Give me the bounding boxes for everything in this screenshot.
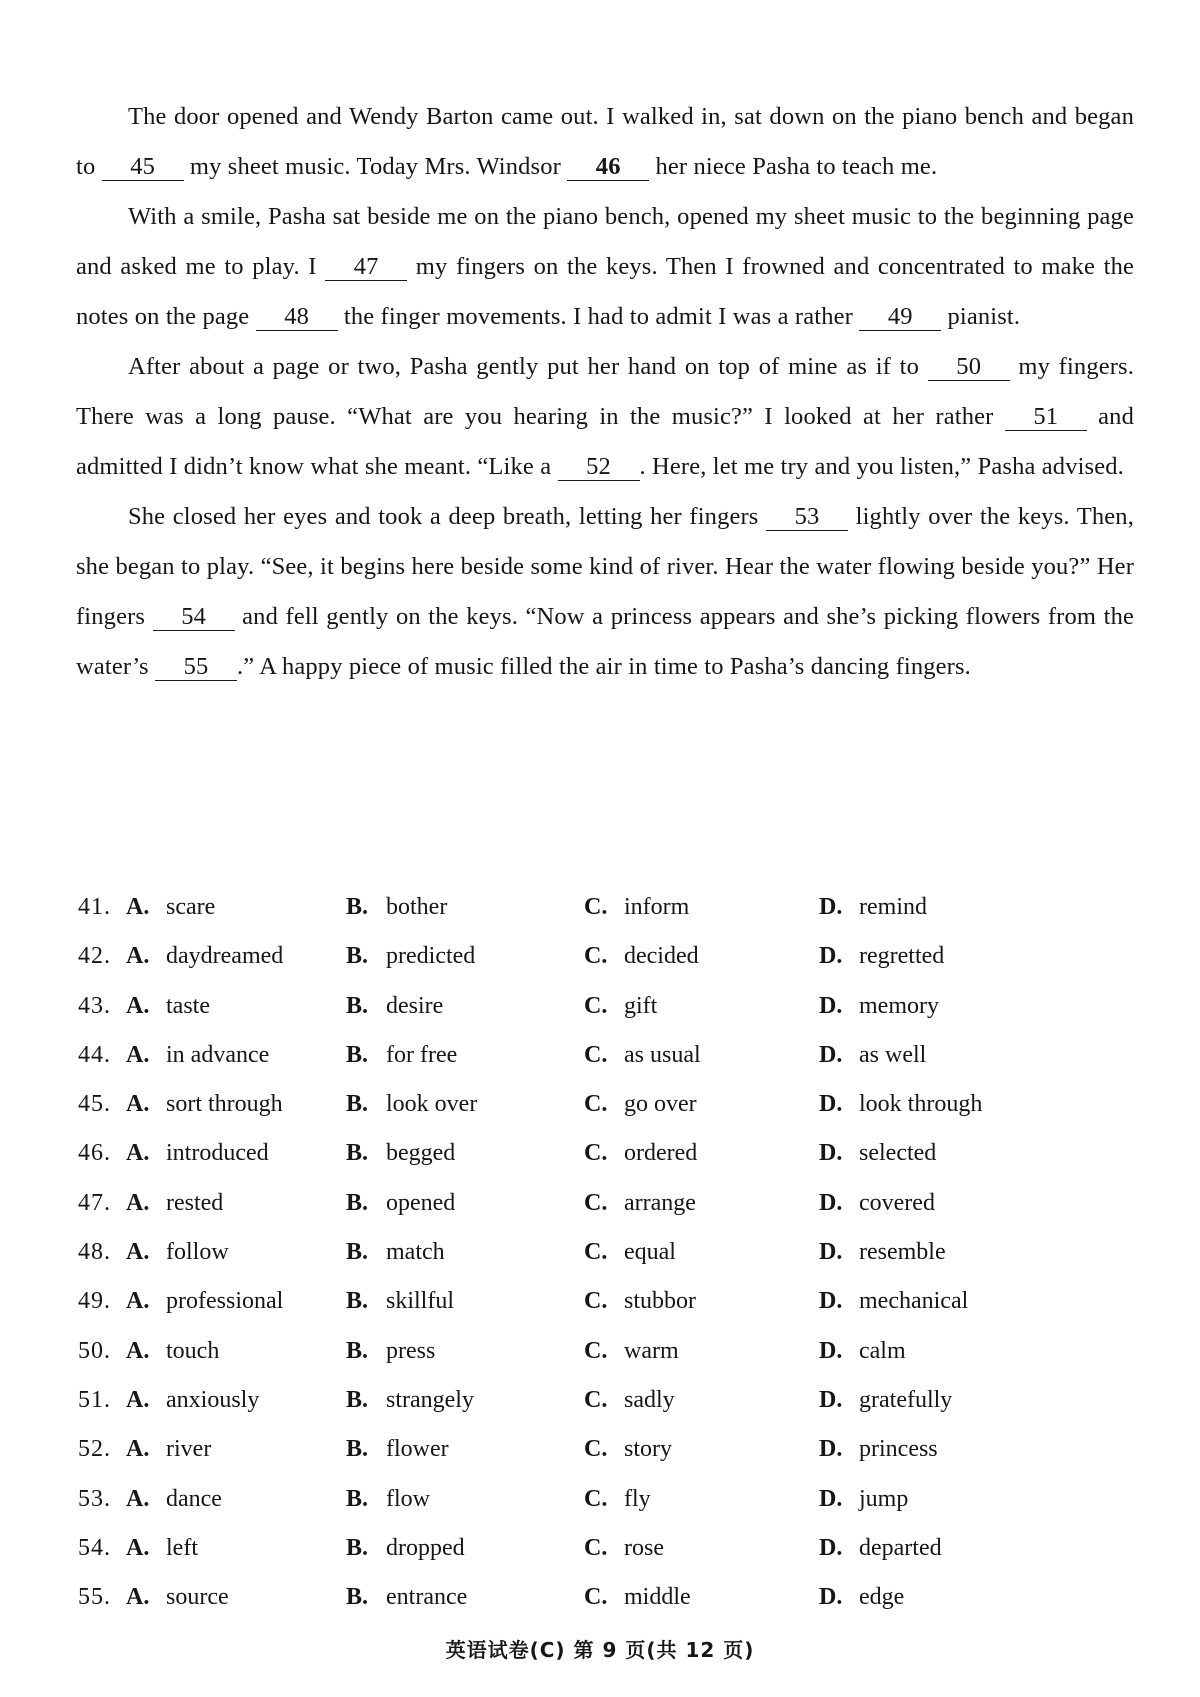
option-text: daydreamed — [166, 943, 284, 970]
option-letter: A. — [126, 1091, 150, 1118]
option-c — [584, 989, 657, 1023]
option-text: left — [166, 1534, 198, 1561]
option-c — [584, 1186, 696, 1220]
option-text: rested — [166, 1189, 224, 1216]
blank-55: 55 — [155, 654, 237, 681]
option-text: inform — [624, 894, 690, 920]
option-letter: C. — [584, 943, 608, 970]
option-c — [584, 1235, 676, 1269]
question-number: 52. — [78, 1436, 111, 1463]
passage-paragraph-3 — [76, 342, 1134, 492]
paragraph-text: After about a page or two, Pasha gently put her hand on top of mine as if to — [128, 353, 928, 380]
paragraph-text: She closed her eyes and took a deep breath, letting her fingers — [128, 503, 767, 530]
blank-49: 49 — [859, 304, 941, 331]
paragraph-text: . Here, let me try and you listen,” Pasha advised. — [639, 453, 1124, 480]
option-letter: B. — [346, 1288, 369, 1315]
question-number: 49. — [78, 1288, 111, 1315]
question-number: 50. — [78, 1337, 111, 1364]
paragraph-text: the finger movements. I had to admit I was a rather — [337, 303, 860, 330]
blank-51: 51 — [1005, 404, 1087, 431]
option-letter: C. — [584, 1288, 608, 1315]
option-a — [126, 1383, 259, 1417]
question-number: 46. — [78, 1140, 111, 1167]
option-text: middle — [624, 1584, 691, 1611]
option-b — [346, 1087, 477, 1121]
option-text: rose — [624, 1534, 664, 1561]
option-text: selected — [859, 1140, 937, 1167]
option-letter: A. — [126, 943, 150, 970]
question-row — [78, 1482, 1138, 1531]
question-row — [78, 1186, 1138, 1235]
option-letter: B. — [346, 1041, 369, 1068]
option-letter: A. — [126, 1239, 150, 1266]
option-letter: A. — [126, 1337, 150, 1364]
question-number: 48. — [78, 1239, 111, 1266]
option-letter: B. — [346, 1189, 369, 1216]
option-a — [126, 890, 215, 924]
option-letter: D. — [819, 1189, 843, 1216]
option-text: match — [386, 1239, 445, 1266]
option-letter: B. — [346, 1140, 369, 1167]
blank-46: 46 — [567, 154, 649, 181]
option-letter: D. — [819, 943, 843, 970]
option-text: look over — [386, 1091, 478, 1118]
option-letter: D. — [819, 1436, 843, 1463]
option-letter: C. — [584, 1140, 608, 1167]
option-b — [346, 1186, 455, 1220]
option-text: regretted — [859, 943, 945, 970]
option-d — [819, 1038, 926, 1072]
question-number: 51. — [78, 1386, 111, 1413]
option-letter: A. — [126, 1140, 150, 1167]
option-b — [346, 1038, 457, 1072]
option-text: covered — [859, 1189, 935, 1216]
option-letter: C. — [584, 1041, 608, 1068]
option-letter: B. — [346, 992, 369, 1019]
option-text: touch — [166, 1337, 220, 1364]
question-row — [78, 1038, 1138, 1087]
option-letter: C. — [584, 1091, 608, 1118]
blank-45: 45 — [102, 154, 184, 181]
option-text: for free — [386, 1041, 458, 1068]
paragraph-text: With a smile, Pasha sat beside me on the piano bench, opened my sheet music to the beginning page and asked me to play. I — [76, 203, 1134, 280]
option-d — [819, 1531, 942, 1565]
option-letter: D. — [819, 1386, 843, 1413]
option-text: flow — [386, 1485, 430, 1512]
option-text: entrance — [386, 1584, 468, 1611]
passage-paragraph-4 — [76, 492, 1134, 692]
option-text: departed — [859, 1534, 942, 1561]
option-text: remind — [859, 894, 927, 920]
question-row — [78, 890, 1138, 939]
option-c — [584, 1383, 675, 1417]
option-d — [819, 1482, 908, 1516]
option-letter: C. — [584, 1386, 608, 1413]
question-row — [78, 939, 1138, 988]
option-letter: A. — [126, 1584, 150, 1611]
option-text: taste — [166, 992, 210, 1019]
option-text: predicted — [386, 943, 476, 970]
option-text: go over — [624, 1091, 697, 1118]
option-c — [584, 890, 689, 924]
option-letter: A. — [126, 1436, 150, 1463]
option-a — [126, 1087, 283, 1121]
paragraph-text: my fingers on the keys. Then I frowned and concentrated to make the notes on the page — [76, 253, 1134, 330]
option-d — [819, 989, 939, 1023]
option-letter: D. — [819, 1534, 843, 1561]
paragraph-text: her niece Pasha to teach me. — [649, 153, 938, 180]
option-text: equal — [624, 1239, 676, 1266]
option-b — [346, 939, 475, 973]
option-letter: C. — [584, 1337, 608, 1364]
option-a — [126, 1580, 229, 1614]
option-letter: B. — [346, 1436, 369, 1463]
option-letter: C. — [584, 894, 608, 920]
option-b — [346, 1136, 455, 1170]
option-letter: C. — [584, 1485, 608, 1512]
question-number: 44. — [78, 1041, 111, 1068]
option-text: professional — [166, 1288, 284, 1315]
option-text: princess — [859, 1436, 938, 1463]
option-d — [819, 1580, 904, 1614]
option-d — [819, 1087, 982, 1121]
option-letter: C. — [584, 992, 608, 1019]
option-letter: C. — [584, 1534, 608, 1561]
option-text: gift — [624, 992, 658, 1019]
option-text: opened — [386, 1189, 456, 1216]
option-text: press — [386, 1337, 436, 1364]
option-letter: B. — [346, 1386, 369, 1413]
option-c — [584, 1136, 697, 1170]
option-a — [126, 1432, 211, 1466]
option-d — [819, 939, 944, 973]
question-number: 55. — [78, 1584, 111, 1611]
option-c — [584, 939, 699, 973]
option-letter: A. — [126, 1041, 150, 1068]
paragraph-text: and fell gently on the keys. “Now a princess appears and she’s picking flowers from the water’s — [76, 603, 1134, 680]
option-c — [584, 1531, 664, 1565]
option-b — [346, 989, 443, 1023]
option-letter: B. — [346, 894, 369, 920]
option-text: bother — [386, 894, 448, 920]
option-text: scare — [166, 894, 216, 920]
option-text: as usual — [624, 1041, 701, 1068]
passage-paragraph-1 — [76, 92, 1134, 192]
question-row — [78, 1087, 1138, 1136]
question-row — [78, 1383, 1138, 1432]
question-number: 41. — [78, 894, 111, 920]
option-text: dance — [166, 1485, 222, 1512]
option-text: warm — [624, 1337, 679, 1364]
question-number: 47. — [78, 1189, 111, 1216]
option-b — [346, 1383, 474, 1417]
option-b — [346, 1432, 449, 1466]
option-letter: D. — [819, 1584, 843, 1611]
option-text: resemble — [859, 1239, 946, 1266]
option-text: anxiously — [166, 1386, 260, 1413]
option-a — [126, 939, 283, 973]
option-text: jump — [859, 1485, 909, 1512]
option-letter: D. — [819, 1239, 843, 1266]
option-b — [346, 1334, 435, 1368]
question-row — [78, 1432, 1138, 1481]
option-c — [584, 1334, 679, 1368]
option-text: strangely — [386, 1386, 474, 1413]
option-a — [126, 1334, 219, 1368]
paragraph-text: pianist. — [941, 303, 1021, 330]
option-text: gratefully — [859, 1386, 953, 1413]
option-letter: B. — [346, 1534, 369, 1561]
question-number: 42. — [78, 943, 111, 970]
option-letter: D. — [819, 1288, 843, 1315]
option-d — [819, 1334, 906, 1368]
option-letter: D. — [819, 992, 843, 1019]
page-footer: 英语试卷(C) 第 9 页(共 12 页) — [445, 1638, 755, 1662]
question-number: 43. — [78, 992, 111, 1019]
question-row — [78, 989, 1138, 1038]
option-text: river — [166, 1436, 212, 1463]
option-text: mechanical — [859, 1288, 969, 1315]
option-b — [346, 890, 447, 924]
option-text: skillful — [386, 1288, 455, 1315]
option-c — [584, 1482, 651, 1516]
option-letter: C. — [584, 1584, 608, 1611]
option-letter: D. — [819, 1485, 843, 1512]
option-text: desire — [386, 992, 444, 1019]
option-letter: A. — [126, 1288, 150, 1315]
option-d — [819, 1186, 935, 1220]
option-text: stubbor — [624, 1288, 696, 1315]
option-letter: A. — [126, 992, 150, 1019]
option-a — [126, 1136, 269, 1170]
question-row — [78, 1235, 1138, 1284]
blank-48: 48 — [256, 304, 338, 331]
option-text: calm — [859, 1337, 906, 1364]
option-a — [126, 1186, 223, 1220]
question-number: 54. — [78, 1534, 111, 1561]
option-letter: A. — [126, 1386, 150, 1413]
paragraph-text: my fingers. There was a long pause. “What are you hearing in the music?” I looked at her rather — [76, 353, 1135, 430]
option-text: arrange — [624, 1189, 696, 1216]
option-letter: B. — [346, 1091, 369, 1118]
option-a — [126, 989, 210, 1023]
answer-options-list — [78, 890, 1138, 1629]
option-c — [584, 1038, 701, 1072]
option-c — [584, 1432, 672, 1466]
option-a — [126, 1038, 269, 1072]
option-d — [819, 1136, 936, 1170]
question-row — [78, 1284, 1138, 1333]
option-text: edge — [859, 1584, 905, 1611]
option-letter: C. — [584, 1189, 608, 1216]
option-text: memory — [859, 992, 939, 1019]
option-b — [346, 1580, 467, 1614]
option-d — [819, 890, 927, 924]
option-letter: B. — [346, 1337, 369, 1364]
option-b — [346, 1284, 454, 1318]
option-letter: A. — [126, 1189, 150, 1216]
option-letter: B. — [346, 1485, 369, 1512]
option-c — [584, 1284, 696, 1318]
option-letter: D. — [819, 1091, 843, 1118]
question-row — [78, 1334, 1138, 1383]
option-letter: B. — [346, 1584, 369, 1611]
option-b — [346, 1235, 445, 1269]
option-a — [126, 1284, 283, 1318]
option-letter: C. — [584, 1436, 608, 1463]
paragraph-text: .” A happy piece of music filled the air in time to Pasha’s dancing fingers. — [236, 653, 971, 680]
option-text: story — [624, 1436, 672, 1463]
option-d — [819, 1383, 952, 1417]
option-b — [346, 1531, 465, 1565]
blank-54: 54 — [153, 604, 235, 631]
blank-50: 50 — [928, 354, 1010, 381]
cloze-passage — [76, 92, 1134, 692]
paragraph-text: my sheet music. Today Mrs. Windsor — [183, 153, 568, 180]
option-text: flower — [386, 1436, 449, 1463]
option-d — [819, 1432, 938, 1466]
option-letter: A. — [126, 894, 150, 920]
option-letter: D. — [819, 1337, 843, 1364]
option-letter: D. — [819, 894, 843, 920]
question-row — [78, 1580, 1138, 1629]
option-d — [819, 1284, 968, 1318]
option-text: in advance — [166, 1041, 270, 1068]
option-letter: B. — [346, 943, 369, 970]
option-text: dropped — [386, 1534, 465, 1561]
paragraph-text: The door opened and Wendy Barton came out. I walked in, sat down on the piano bench and began to — [76, 103, 1134, 180]
option-text: decided — [624, 943, 699, 970]
option-text: fly — [624, 1485, 651, 1512]
option-letter: D. — [819, 1140, 843, 1167]
option-text: source — [166, 1584, 229, 1611]
option-text: look through — [859, 1091, 983, 1118]
option-text: ordered — [624, 1140, 698, 1167]
paragraph-text: lightly over the keys. Then, she began to play. “See, it begins here beside some kind of river. Hear the water flowing beside you?” Her fingers — [76, 503, 1134, 630]
option-c — [584, 1087, 697, 1121]
option-text: begged — [386, 1140, 456, 1167]
option-c — [584, 1580, 691, 1614]
option-letter: A. — [126, 1485, 150, 1512]
option-letter: B. — [346, 1239, 369, 1266]
option-a — [126, 1531, 198, 1565]
option-a — [126, 1235, 229, 1269]
option-text: introduced — [166, 1140, 269, 1167]
option-letter: D. — [819, 1041, 843, 1068]
blank-47: 47 — [325, 254, 407, 281]
option-letter: C. — [584, 1239, 608, 1266]
option-a — [126, 1482, 222, 1516]
option-text: follow — [166, 1239, 229, 1266]
question-number: 45. — [78, 1091, 111, 1118]
passage-paragraph-2 — [76, 192, 1134, 342]
blank-53: 53 — [766, 504, 848, 531]
option-letter: A. — [126, 1534, 150, 1561]
question-number: 53. — [78, 1485, 111, 1512]
blank-52: 52 — [558, 454, 640, 481]
question-row — [78, 1531, 1138, 1580]
option-text: as well — [859, 1041, 927, 1068]
option-d — [819, 1235, 946, 1269]
option-text: sort through — [166, 1091, 283, 1118]
option-text: sadly — [624, 1386, 675, 1413]
option-b — [346, 1482, 430, 1516]
paragraph-text: and admitted I didn’t know what she meant. “Like a — [76, 403, 1134, 480]
question-row — [78, 1136, 1138, 1185]
